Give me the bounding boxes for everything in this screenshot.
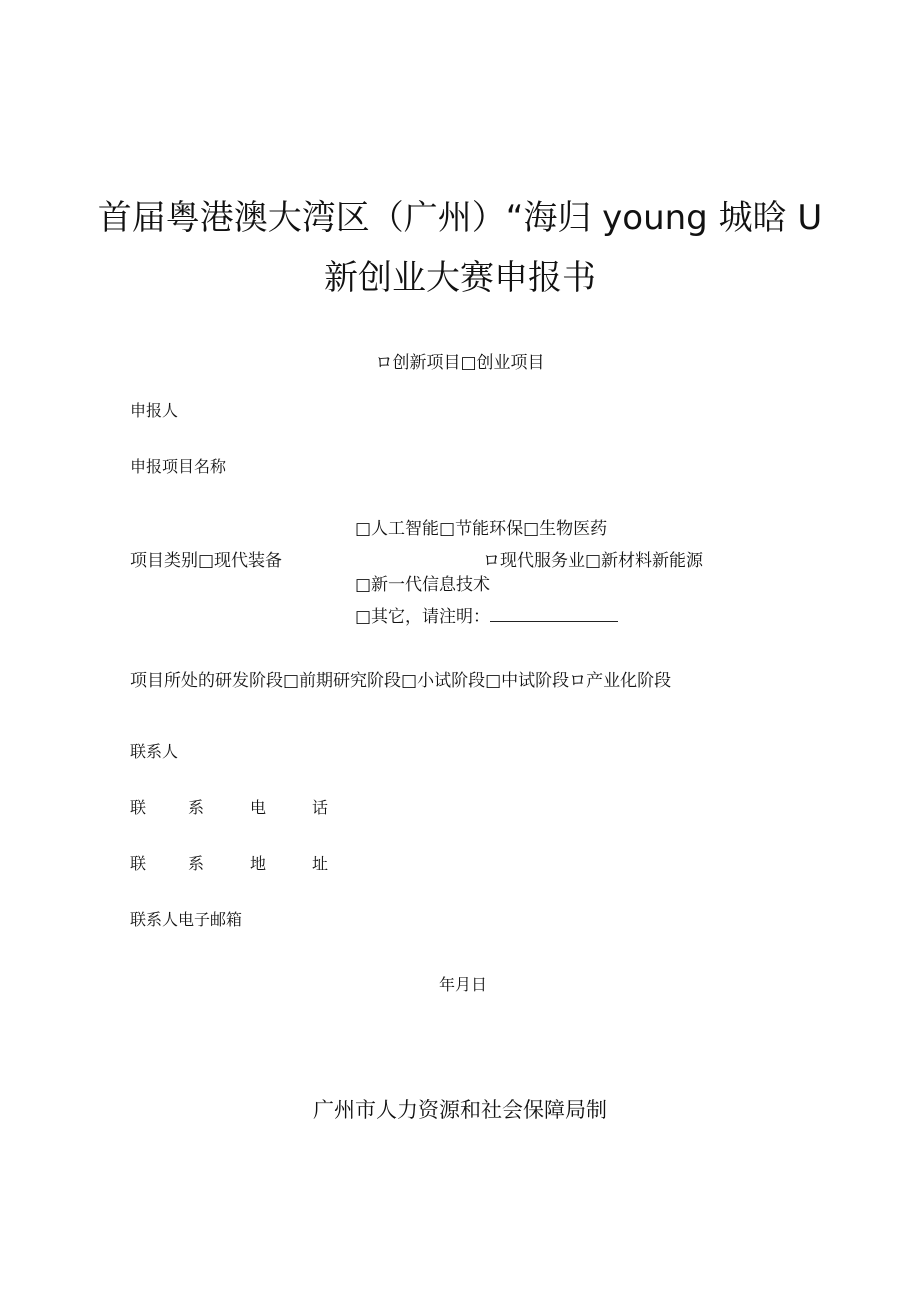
contact-address-char: 地: [250, 854, 267, 873]
date-line: 年月日: [439, 975, 488, 994]
category-options-row2: ロ现代服务业□新材料新能源: [483, 551, 704, 571]
contact-email-label: 联系人电子邮箱: [130, 910, 243, 929]
issuer-line: 广州市人力资源和社会保障局制: [313, 1098, 607, 1122]
document-title-line1: 首届粤港澳大湾区（广州）“海归 young 城晗 U: [97, 198, 823, 238]
category-options-row1: □人工智能□节能环保□生物医药: [355, 519, 608, 539]
category-label: 项目类别□现代装备: [130, 551, 283, 571]
contact-phone-char: 系: [188, 798, 205, 817]
contact-address-char: 系: [188, 854, 205, 873]
contact-phone-char: 联: [130, 798, 147, 817]
applicant-label: 申报人: [130, 401, 179, 420]
contact-person-label: 联系人: [130, 742, 179, 761]
contact-address-char: 联: [130, 854, 147, 873]
rd-stage-line: 项目所处的研发阶段□前期研究阶段□小试阶段□中试阶段ロ产业化阶段: [130, 671, 672, 691]
category-options-row3: □新一代信息技术: [355, 575, 491, 595]
contact-phone-char: 话: [312, 798, 329, 817]
project-type-choice: ロ创新项目□创业项目: [375, 353, 545, 373]
contact-phone-char: 电: [250, 798, 267, 817]
document-title-line2: 新创业大赛申报书: [324, 258, 596, 298]
contact-address-char: 址: [312, 854, 329, 873]
category-options-row4: □其它，请注明：: [355, 607, 491, 627]
other-fill-line: [490, 607, 618, 622]
project-name-label: 申报项目名称: [130, 457, 227, 476]
category-other-row: [355, 607, 618, 627]
